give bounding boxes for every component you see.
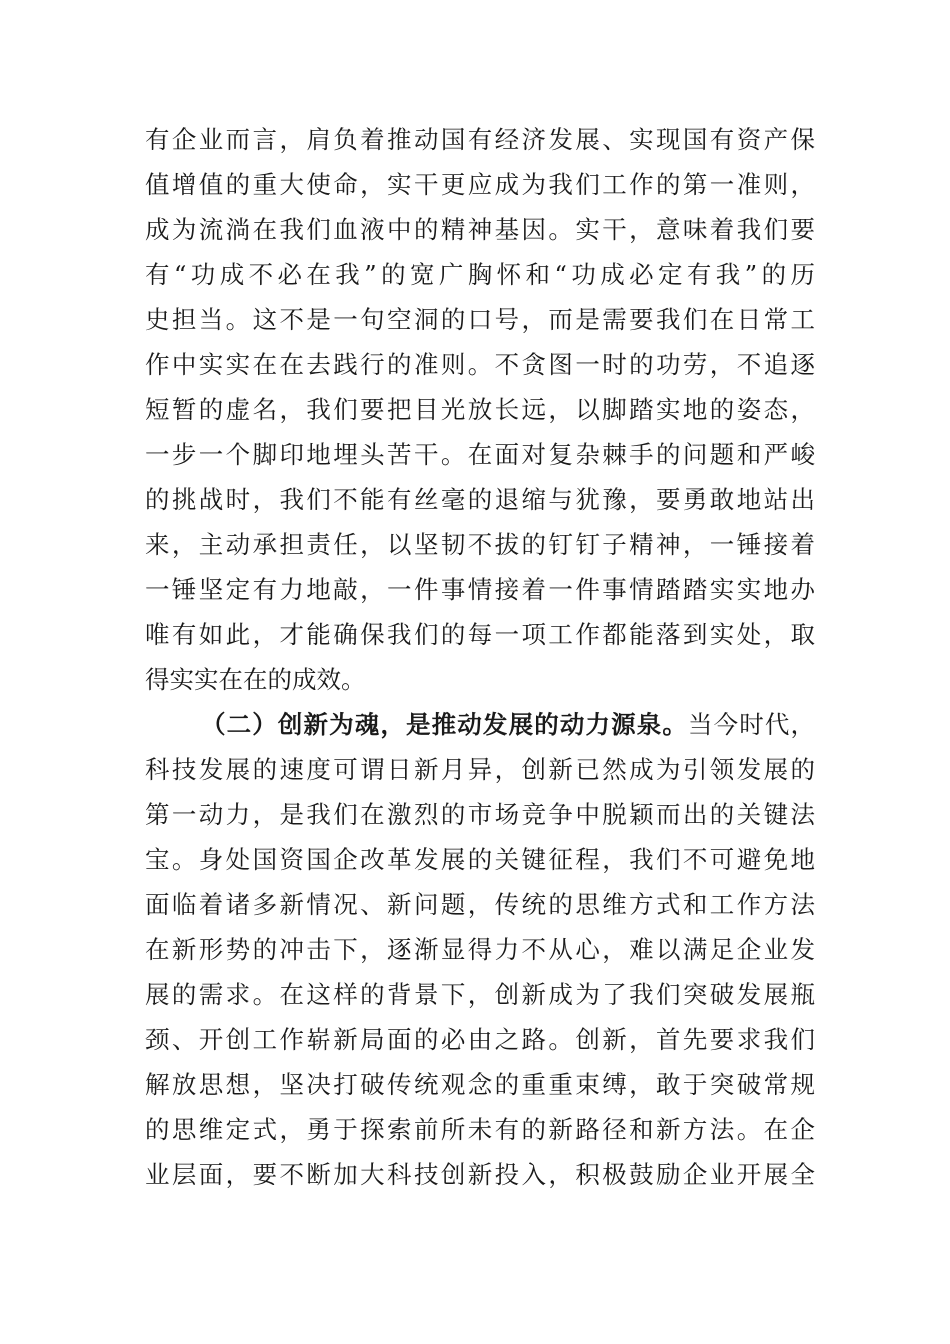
- text-line: 的挑战时，我们不能有丝毫的退缩与犹豫，要勇敢地站出: [145, 485, 815, 514]
- text-line: 值增值的重大使命，实干更应成为我们工作的第一准则，: [145, 170, 815, 199]
- text-line: 史担当。这不是一句空洞的口号，而是需要我们在日常工: [145, 305, 815, 334]
- text-line: 唯有如此，才能确保我们的每一项工作都能落到实处，取: [145, 620, 815, 649]
- text-line: 的思维定式，勇于探索前所未有的新路径和新方法。在企: [145, 1115, 815, 1144]
- text-line: 解放思想，坚决打破传统观念的重重束缚，敢于突破常规: [145, 1070, 815, 1099]
- text-line: 宝。身处国资国企改革发展的关键征程，我们不可避免地: [145, 845, 815, 874]
- text-line: 展的需求。在这样的背景下，创新成为了我们突破发展瓶: [145, 980, 815, 1009]
- text-line: 一锤坚定有力地敲，一件事情接着一件事情踏踏实实地办: [145, 575, 815, 604]
- text-line: 在新形势的冲击下，逐渐显得力不从心，难以满足企业发: [145, 935, 815, 964]
- text-line: 业层面，要不断加大科技创新投入，积极鼓励企业开展全: [145, 1160, 815, 1189]
- text-line: 来，主动承担责任，以坚韧不拔的钉钉子精神，一锤接着: [145, 530, 815, 559]
- text-line: 有企业而言，肩负着推动国有经济发展、实现国有资产保: [145, 125, 815, 154]
- text-line: 颈、开创工作崭新局面的必由之路。创新，首先要求我们: [145, 1025, 815, 1054]
- text-line: 第一动力，是我们在激烈的市场竞争中脱颖而出的关键法: [145, 800, 815, 829]
- text-line: 一步一个脚印地埋头苦干。在面对复杂棘手的问题和严峻: [145, 440, 815, 469]
- text-line: 得实实在在的成效。: [145, 665, 366, 694]
- text-line: 有“功成不必在我”的宽广胸怀和“功成必定有我”的历: [145, 260, 815, 289]
- text-line: 成为流淌在我们血液中的精神基因。实干，意味着我们要: [145, 215, 815, 244]
- section-heading-line: [145, 702, 815, 747]
- text-line: 科技发展的速度可谓日新月异，创新已然成为引领发展的: [145, 755, 815, 784]
- text-line: 短暂的虚名，我们要把目光放长远，以脚踏实地的姿态，: [145, 395, 815, 424]
- text-line: 面临着诸多新情况、新问题，传统的思维方式和工作方法: [145, 890, 815, 919]
- text-line: 作中实实在在去践行的准则。不贪图一时的功劳，不追逐: [145, 350, 815, 379]
- section-heading-rest: 当今时代，: [687, 710, 816, 739]
- body-text: [145, 117, 815, 1197]
- section-heading: （二）创新为魂，是推动发展的动力源泉。: [201, 710, 688, 739]
